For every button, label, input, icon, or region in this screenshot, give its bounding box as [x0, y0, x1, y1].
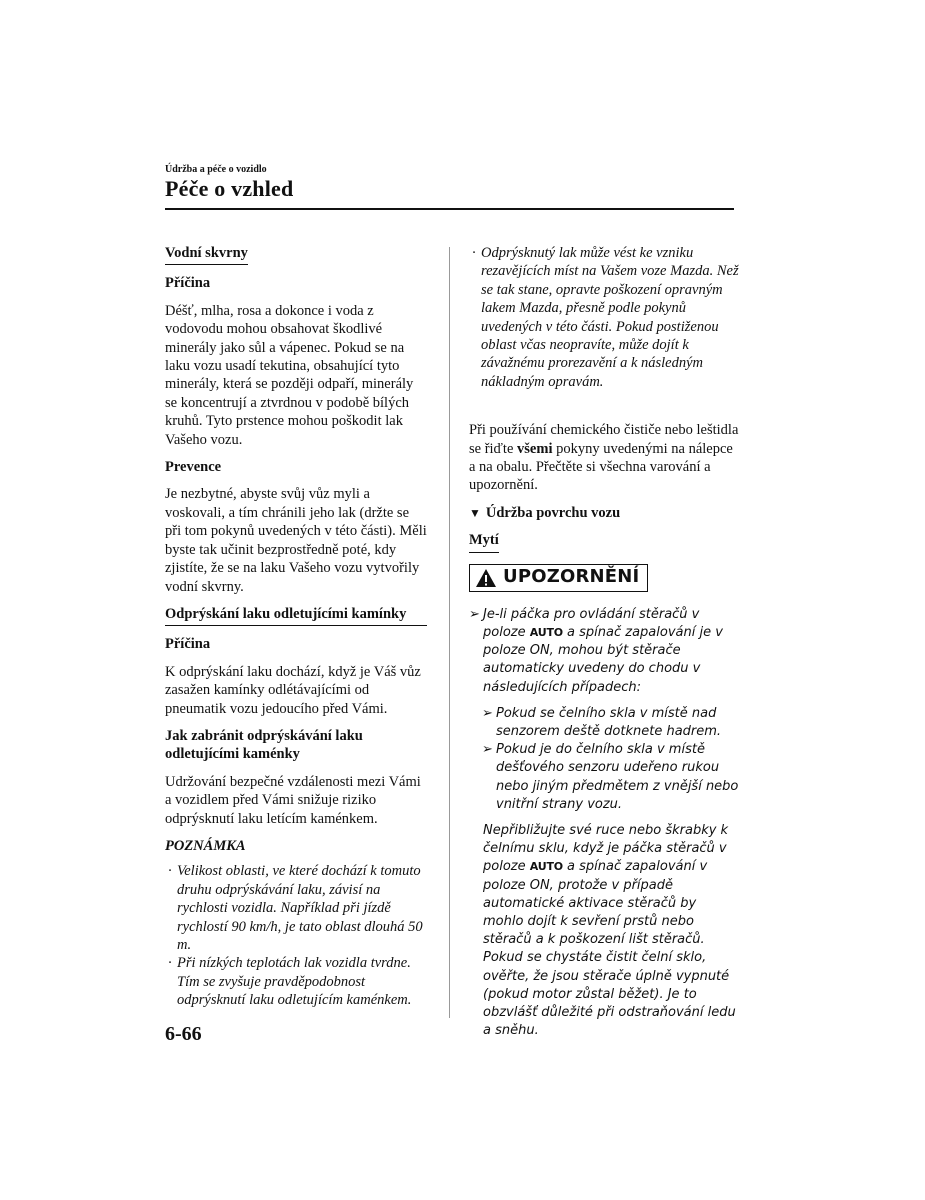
warning-paragraph: Pokud se chystáte čistit čelní sklo, ověřte, že jsou stěrače úplně vypnuté (pokud motor zůstal běžet). Je to obzvlášť důležité při odstraňování ledu a sněhu.: [483, 950, 736, 1039]
water-spots-prevention-label: Prevence: [165, 459, 222, 476]
chemical-text-start: Při používání chemického čističe nebo leštidla se řiďte: [469, 422, 739, 457]
note-text: Při nízkých teplotách lak vozidla tvrdne. Tím se zvyšuje pravděpodobnost odprýsknutí laku odletujícím kaménkem.: [177, 955, 412, 1009]
auto-label: AUTO: [529, 625, 563, 639]
arrow-bullet-icon: ➢: [469, 606, 480, 622]
bullet-dot: ·: [472, 245, 476, 261]
water-spots-cause-label: Příčina: [165, 275, 211, 292]
note-text: Velikost oblasti, ve které dochází k tomuto druhu odprýskávání laku, závisí na rychlosti vozidla. Například při jízdě rychlostí 90 km/h, je tato oblast dlouhá 50 m.: [177, 863, 423, 953]
warning-paragraph-text-end: a spínač zapalování v poloze ON, protože v případě automatické aktivace stěračů by mohlo dojít k sevření prstů nebo stěračů a k poškození lišt stěračů.: [483, 859, 708, 948]
left-column: [165, 244, 427, 1010]
arrow-bullet-icon: ➢: [482, 705, 493, 721]
washing-heading: Mytí: [469, 531, 499, 552]
stone-chips-cause-text: K odprýskání laku dochází, když je Váš vůz zasažen kamínky odlétávajícími od pneumatik vozu jedoucího před Vámi.: [165, 663, 421, 717]
note-item: [165, 862, 427, 954]
water-spots-prevention-text: Je nezbytné, abyste svůj vůz myli a voskovali, a tím chránili jeho lak (držte se při tom pokynů uvedených v této části). Měli byste tak učinit bezprostředně poté, kdy zjistíte, že se na laku Vašeho vozu vytvořily vodní skvrny.: [165, 486, 427, 595]
water-spots-heading: Vodní skvrny: [165, 244, 248, 265]
note-item: [469, 244, 739, 391]
chapter-title: Údržba a péče o vozidlo: [165, 164, 267, 175]
note-item: [165, 954, 427, 1009]
warning-subitem: [469, 705, 739, 741]
warning-item: [469, 606, 739, 697]
warning-paragraph: [469, 822, 739, 949]
warning-paragraph-text: Nepřibližujte své ruce nebo škrabky k čelnímu sklu, když je páčka stěračů v poloze: [483, 822, 729, 875]
column-divider: [449, 247, 450, 1018]
title-rule: [165, 208, 734, 210]
warning-list: [469, 606, 739, 1041]
warning-item-text-end: a spínač zapalování je v poloze ON, mohou být stěrače automaticky uvedeny do chodu v následujících případech:: [483, 624, 723, 695]
section-title: Péče o vzhled: [165, 176, 294, 201]
warning-triangle-icon: [475, 568, 497, 588]
chemical-cleaner-paragraph: [469, 421, 739, 495]
warning-title: UPOZORNĚNÍ: [503, 566, 640, 588]
body-maintenance-heading: [469, 504, 739, 522]
note-label: POZNÁMKA: [165, 837, 246, 854]
stone-chips-heading: Odprýskání laku odletujícími kamínky: [165, 605, 427, 626]
bullet-dot: ·: [168, 955, 172, 972]
auto-label: AUTO: [529, 860, 563, 874]
water-spots-cause-text: Déšť, mlha, rosa a dokonce i voda z vodovodu mohou obsahovat škodlivé minerály jako sůl a vápenec. Pokud se na laku vozu usadí tekutina, obsahující tyto minerály, která se později odpaří, minerály se koncentrují a ztvrdnou v podobě bílých kruhů. Tyto prstence mohou poškodit lak Vašeho vozu.: [165, 302, 414, 448]
note-text: Odprýsknutý lak může vést ke vzniku rezavějících míst na Vašem voze Mazda. Než se tak stane, opravte poškození opravným lakem Mazda, přesně podle pokynů uvedených v této části. Pokud postiženou oblast včas neopravíte, může dojít k závažnému prorezavění a k následným nákladným opravám.: [481, 245, 739, 390]
warning-subitem-text: Pokud je do čelního skla v místě dešťového senzoru udeřeno rukou nebo jiným předmětem z vnější nebo vnitřní strany vozu.: [496, 742, 739, 812]
triangle-down-icon: ▼: [469, 505, 481, 520]
body-maintenance-label: Údržba povrchu vozu: [485, 504, 621, 521]
warning-item-text: Je-li páčka pro ovládání stěračů v poloze: [483, 606, 700, 640]
warning-subitem-text: Pokud se čelního skla v místě nad senzorem deště dotknete hadrem.: [496, 705, 722, 739]
page-number: 6-66: [165, 1023, 202, 1045]
chemical-text-emphasis: všemi: [517, 440, 553, 457]
right-column: [469, 244, 739, 1040]
warning-box-wrapper: [469, 562, 739, 606]
warning-subitem: [469, 741, 739, 814]
arrow-bullet-icon: ➢: [482, 742, 493, 758]
stone-chips-prevention-label: Jak zabránit odprýskávání laku odletujícími kaménky: [165, 727, 363, 763]
warning-box: [469, 564, 648, 592]
chemical-text-end: pokyny uvedenými na nálepce a na obalu. Přečtěte si všechna varování a upozornění.: [469, 440, 733, 494]
stone-chips-prevention-text: Udržování bezpečné vzdálenosti mezi Vámi a vozidlem před Vámi snižuje riziko odprýsknutí laku letícím kaménkem.: [165, 773, 421, 827]
bullet-dot: ·: [168, 863, 172, 880]
stone-chips-cause-label: Příčina: [165, 636, 211, 653]
